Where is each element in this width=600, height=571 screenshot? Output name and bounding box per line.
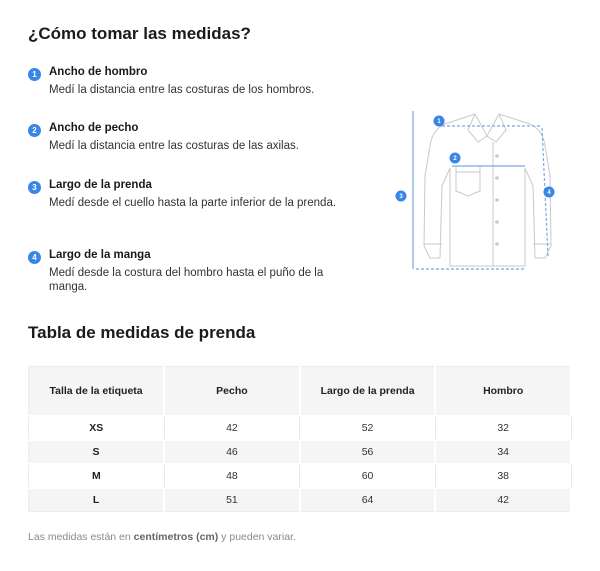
chest-cell: 51	[164, 488, 300, 512]
step-description: Medí la distancia entre las costuras de las axilas.	[49, 140, 299, 152]
svg-text:4: 4	[547, 190, 551, 196]
size-cell: XS	[29, 416, 165, 440]
size-cell: L	[29, 488, 165, 512]
step-description: Medí la distancia entre las costuras de los hombros.	[49, 84, 315, 96]
table-row	[29, 416, 572, 440]
shoulder-cell: 32	[435, 416, 571, 440]
footnote-prefix: Las medidas están en	[28, 531, 134, 543]
marker-3	[396, 191, 407, 202]
marker-2	[450, 153, 461, 164]
shoulder-cell: 34	[435, 440, 571, 464]
table-row	[29, 488, 572, 512]
step-number-badge: 4	[28, 251, 41, 264]
shoulder-cell: 42	[435, 488, 571, 512]
step-number-badge: 3	[28, 181, 41, 194]
chest-cell: 42	[164, 416, 300, 440]
step-title: Largo de la manga	[49, 249, 151, 261]
chest-cell: 48	[164, 464, 300, 488]
step-title: Ancho de pecho	[49, 122, 139, 134]
column-header-size: Talla de la etiqueta	[29, 367, 165, 417]
step-title: Ancho de hombro	[49, 66, 148, 78]
step-number-badge: 1	[28, 68, 41, 81]
table-row	[29, 440, 572, 464]
length-cell: 64	[300, 488, 436, 512]
svg-text:2: 2	[453, 156, 457, 162]
shirt-measurement-diagram-icon	[390, 106, 565, 276]
step-number-badge: 2	[28, 124, 41, 137]
svg-text:1: 1	[437, 119, 441, 125]
chest-cell: 46	[164, 440, 300, 464]
marker-badges	[390, 106, 565, 276]
length-cell: 56	[300, 440, 436, 464]
marker-1	[434, 116, 445, 127]
size-table	[28, 366, 572, 512]
column-header-shoulder: Hombro	[435, 367, 571, 417]
length-cell: 60	[300, 464, 436, 488]
size-cell: M	[29, 464, 165, 488]
table-row	[29, 464, 572, 488]
marker-4	[544, 187, 555, 198]
footnote-unit: centímetros (cm)	[133, 531, 219, 543]
page-title: ¿Cómo tomar las medidas?	[28, 24, 251, 43]
step-description: Medí desde la costura del hombro hasta el puño de la manga.	[49, 267, 324, 293]
step-description: Medí desde el cuello hasta la parte inferior de la prenda.	[49, 197, 337, 209]
column-header-length: Largo de la prenda	[300, 367, 436, 417]
footnote-suffix: y pueden variar.	[218, 531, 296, 543]
column-header-chest: Pecho	[164, 367, 300, 417]
table-header-row	[29, 367, 572, 417]
shoulder-cell: 38	[435, 464, 571, 488]
size-table-title: Tabla de medidas de prenda	[28, 323, 256, 342]
size-cell: S	[29, 440, 165, 464]
svg-text:3: 3	[399, 194, 403, 200]
length-cell: 52	[300, 416, 436, 440]
units-footnote	[28, 531, 296, 543]
step-title: Largo de la prenda	[49, 179, 152, 191]
